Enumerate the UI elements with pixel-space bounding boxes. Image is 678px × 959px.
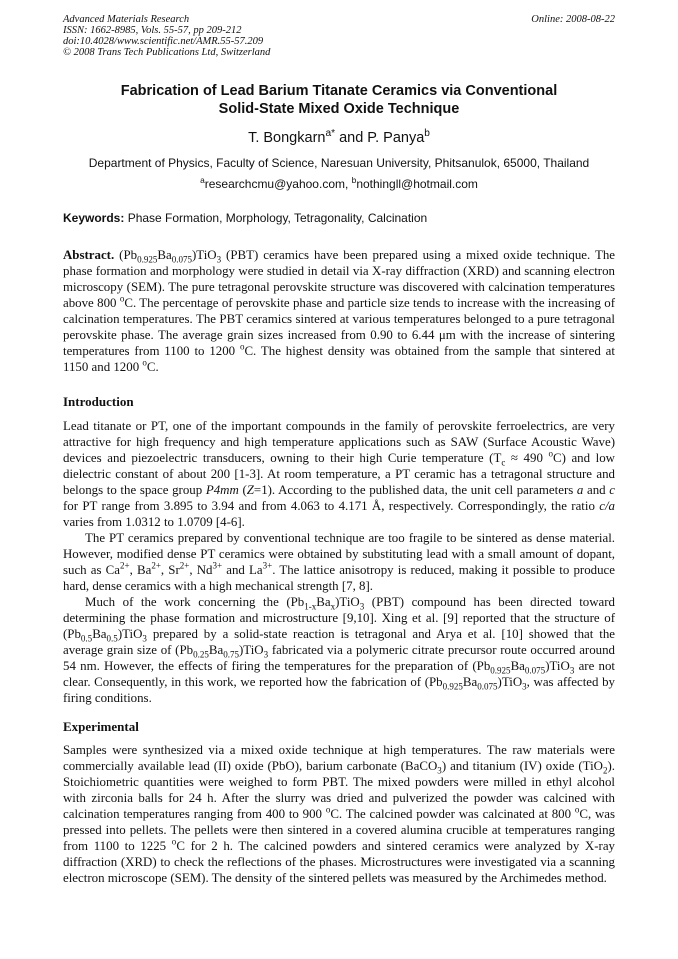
body-text: C. The calcined powder was calcinated at 800: [330, 807, 575, 821]
body-text: Ba: [510, 659, 525, 673]
subscript: 3: [359, 601, 365, 612]
keywords: [63, 211, 615, 225]
superscript: 2+: [151, 560, 161, 571]
subscript: 0.925: [137, 254, 158, 265]
body-text: )TiO: [117, 627, 143, 641]
body-text: Ba: [208, 643, 224, 657]
intro-paragraph-3: [63, 594, 615, 706]
abstract-label: Abstract.: [63, 248, 115, 262]
email-b: nothingll@hotmail.com: [356, 177, 478, 191]
introduction-heading: Introduction: [63, 394, 134, 409]
body-text: C) and low dielectric constant of about 200 [1-3]. At room temperature, a PT ceramic has a tetragonal structure and belongs to the space group: [63, 451, 615, 497]
body-text: )TiO: [497, 675, 523, 689]
superscript: o: [239, 341, 245, 352]
title-line-1: Fabrication of Lead Barium Titanate Ceramics via Conventional: [120, 83, 558, 99]
superscript: o: [119, 293, 125, 304]
superscript: o: [142, 357, 147, 368]
body-text: are not clear. Consequently, in this work, we reported how the fabrication of (Pb: [63, 659, 616, 689]
subscript: 0.25: [193, 649, 209, 660]
subscript: 0.925: [490, 665, 511, 676]
abstract-text: C. The highest density was obtained from the sample that sintered at 1150 and 1200: [63, 344, 615, 374]
body-text: )TiO: [238, 643, 264, 657]
italic-text: a: [576, 483, 584, 497]
subscript: 0.075: [171, 254, 192, 265]
body-text: )TiO: [545, 659, 570, 673]
subscript: 0.5: [80, 633, 93, 644]
body-text: prepared by a solid-state reaction is tetragonal and Arya et al. [10] showed that the average grain size of (Pb: [63, 627, 615, 657]
body-text: C for 2 h. The calcined powders and sintered ceramics were analyzed by X-ray diffraction (XRD) to check the reflections of the phases. Microstructures were investigated via a scanning electron microscope (SEM). The density of the sintered pellets was measured by the Archimedes method.: [63, 839, 615, 885]
subscript: 0.5: [106, 633, 118, 644]
body-text: , Nd: [189, 563, 213, 577]
body-text: ≈ 490: [505, 451, 549, 465]
subscript: 3: [522, 681, 527, 692]
keywords-text: Phase Formation, Morphology, Tetragonality, Calcination: [124, 211, 428, 225]
superscript: o: [548, 448, 553, 459]
author-1: T. Bongkarn: [248, 130, 326, 146]
introduction-body: [63, 418, 615, 706]
journal-name: Advanced Materials Research: [63, 14, 190, 25]
abstract: [63, 247, 615, 375]
abstract-paragraph: [63, 247, 615, 375]
abstract-text: (Pb: [114, 248, 138, 262]
subscript: c: [501, 457, 506, 468]
body-text: varies from 1.0312 to 1.0709 [4-6].: [63, 515, 245, 529]
body-text: Much of the work concerning the (Pb: [85, 595, 305, 609]
body-text: fabricated via a polymeric citrate precursor route occurred around 54 nm. However, the effects of firing the temperatures for the preparation of (Pb: [63, 643, 615, 673]
subscript: 0.75: [223, 649, 239, 660]
body-text: and: [583, 483, 610, 497]
body-text: , Sr: [160, 563, 180, 577]
body-text: Ba: [92, 627, 107, 641]
subscript: 3: [263, 649, 269, 660]
author-emails: [63, 177, 615, 191]
subscript: 3: [569, 665, 575, 676]
author-2: P. Panya: [367, 130, 425, 146]
subscript: 0.075: [524, 665, 546, 676]
superscript: 3+: [212, 560, 223, 571]
superscript: o: [171, 836, 177, 847]
journal-doi: doi:10.4028/www.scientific.net/AMR.55-57.209: [63, 36, 264, 47]
abstract-text: C. The percentage of perovskite phase and particle size tends to increase with the increasing of calcination temperatures. The PBT ceramics sintered at various temperatures belonged to a pure tetragonal perovskite phase. The average grain sizes increased from 0.90 to 6.44 μm with the increase of sintering temperatures from 1100 to 1200: [63, 296, 615, 358]
author-2-mark: b: [424, 128, 430, 140]
author-list: [63, 130, 615, 146]
body-text: , Ba: [129, 563, 152, 577]
abstract-text: )TiO: [191, 248, 217, 262]
journal-header: [63, 14, 615, 58]
body-text: =1). According to the published data, the unit cell parameters: [253, 483, 577, 497]
italic-text: c: [609, 483, 616, 497]
body-text: ). Stoichiometric quantities were weighed to form PBT. The mixed powders were milled in ethyl alcohol with zirconia balls for 24 h. After the slurry was dried and pulverized the powder was calcined with calcination temperatures ranging from 400 to 900: [63, 759, 615, 821]
body-text: ) and titanium (IV) oxide (TiO: [441, 759, 603, 773]
body-text: )TiO: [335, 595, 360, 609]
superscript: o: [574, 804, 580, 815]
keywords-label: Keywords:: [63, 211, 125, 225]
body-text: (PBT) compound has been directed toward determining the phase formation and microstructure [9,10]. Xing et al. [9] reported that the structure of (Pb: [63, 595, 615, 641]
author-conjunction: and: [335, 130, 368, 146]
abstract-text: C.: [146, 360, 159, 374]
abstract-text: (PBT) ceramics have been prepared using a mixed oxide technique. The phase formation and morphology were studied in detail via X-ray diffraction (XRD) and scanning electron microscopy (SEM). The pure tetragonal perovskite structure was discovered with calcination temperatures above 800: [63, 248, 615, 310]
body-text: Ba: [316, 595, 331, 609]
italic-text: c/a: [599, 499, 615, 513]
journal-copyright: © 2008 Trans Tech Publications Ltd, Switzerland: [63, 47, 271, 58]
body-text: The PT ceramics prepared by conventional technique are too fragile to be sintered as dense material. However, modified dense PT ceramics were obtained by substituting lead with a small amount of dopant, such as Ca: [63, 531, 615, 577]
body-text: C, was pressed into pellets. The pellets were then sintered in a covered alumina crucible at temperatures ranging from 1100 to 1225: [63, 807, 616, 853]
body-text: Samples were synthesized via a mixed oxide technique at high temperatures. The raw materials were commercially available lead (II) oxide (PbO), barium carbonate (BaCO: [63, 743, 615, 773]
superscript: o: [325, 804, 331, 815]
subscript: 3: [216, 254, 222, 265]
superscript: 3+: [262, 560, 273, 571]
subscript: x: [330, 601, 336, 612]
email-b-mark: b: [351, 175, 357, 185]
title-line-2: Solid-State Mixed Oxide Technique: [218, 101, 460, 117]
journal-issn: ISSN: 1662-8985, Vols. 55-57, pp 209-212: [63, 25, 242, 36]
body-text: Ba: [462, 675, 478, 689]
experimental-paragraph: [63, 742, 615, 886]
online-date: Online: 2008-08-22: [531, 14, 615, 25]
subscript: 0.075: [477, 681, 498, 692]
superscript: 2+: [179, 560, 190, 571]
subscript: 1-x: [304, 601, 317, 612]
subscript: 2: [602, 765, 608, 776]
body-text: Lead titanate or PT, one of the important compounds in the family of perovskite ferroelectrics, are very attractive for high frequency and high temperature applications such as SAW (Surface Acoustic Wave) devices and piezoelectric transducers, owning to their high Curie temperature (T: [63, 419, 615, 465]
subscript: 3: [142, 633, 147, 644]
body-text: , was affected by firing conditions.: [63, 675, 615, 705]
italic-text: P4mm: [205, 483, 239, 497]
superscript: 2+: [120, 560, 130, 571]
paper-title: [63, 82, 615, 118]
email-a-mark: a: [200, 175, 205, 185]
subscript: 0.925: [442, 681, 463, 692]
body-text: (: [238, 483, 247, 497]
italic-text: Z: [246, 483, 254, 497]
experimental-body: [63, 742, 615, 886]
subscript: 3: [437, 765, 442, 776]
affiliation: Department of Physics, Faculty of Science, Naresuan University, Phitsanulok, 65000, Thailand: [88, 156, 590, 170]
abstract-text: Ba: [157, 248, 172, 262]
body-text: and La: [222, 563, 263, 577]
intro-paragraph-2: [63, 530, 615, 594]
body-text: for PT range from 3.895 to 3.94 and from 4.063 to 4.171 Å, respectively. Correspondingly, the ratio: [63, 499, 600, 513]
body-text: . The lattice anisotropy is reduced, making it possible to produce hard, dense ceramics with a high mechanical strength [7, 8].: [63, 563, 615, 593]
intro-paragraph-1: [63, 418, 615, 530]
author-1-mark: a*: [325, 128, 336, 140]
experimental-heading: Experimental: [63, 719, 139, 734]
email-a: researchcmu@yahoo.com,: [204, 177, 352, 191]
